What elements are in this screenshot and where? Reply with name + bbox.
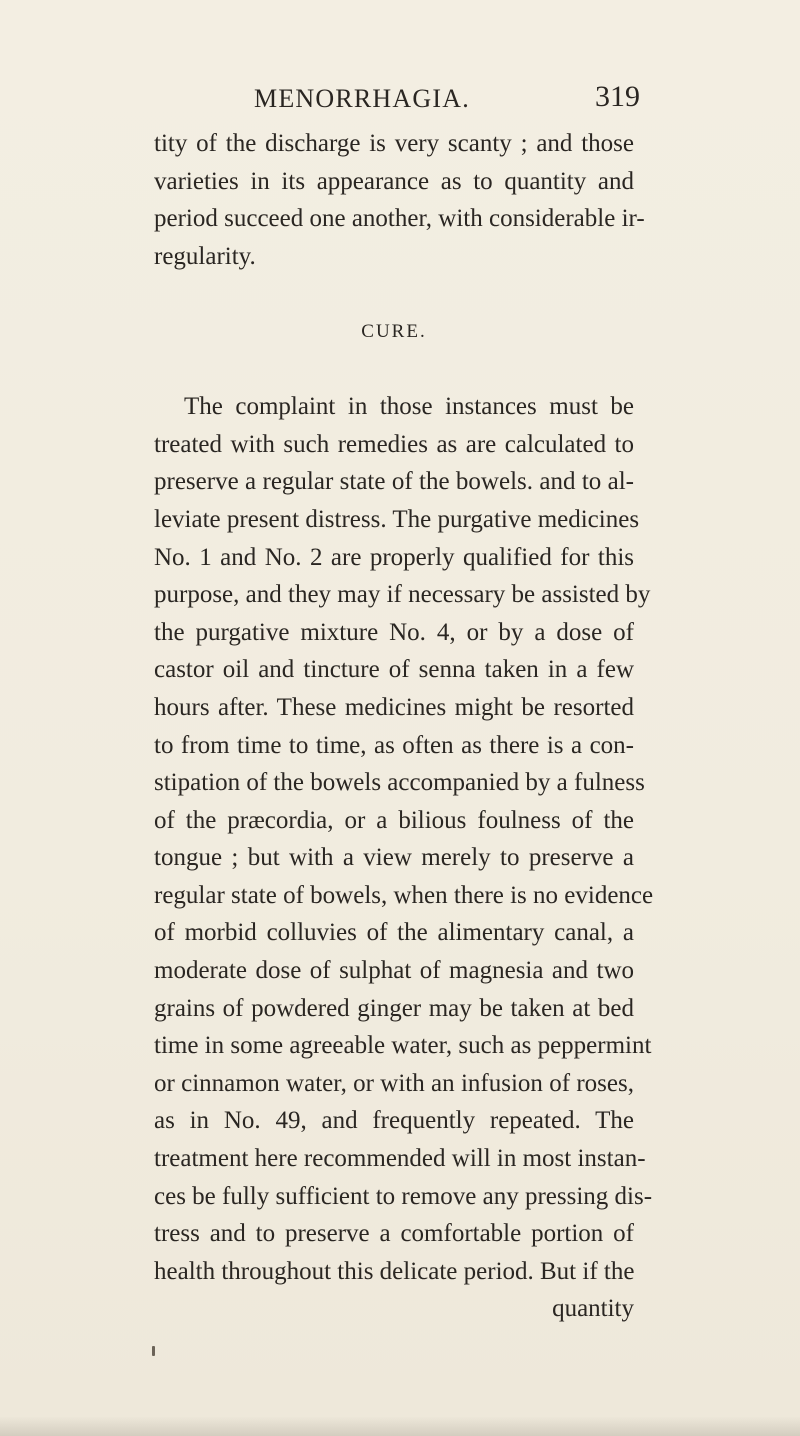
- text-line: as in No. 49, and frequently repeated. The: [154, 1107, 634, 1135]
- page-number: 319: [595, 80, 640, 113]
- paragraph-continued: [154, 125, 645, 275]
- text-line: preserve a regular state of the bowels. and to al-: [154, 468, 634, 496]
- text-line: purpose, and they may if necessary be assisted by: [154, 581, 651, 609]
- text-line: health throughout this delicate period. But if the: [154, 1257, 635, 1285]
- text-line: leviate present distress. The purgative medicines: [154, 505, 640, 533]
- catchword: quantity: [552, 1295, 634, 1323]
- text-line: castor oil and tincture of senna taken in a few: [154, 656, 634, 684]
- text-line: period succeed one another, with considerable ir-: [154, 205, 645, 233]
- text-line: hours after. These medicines might be resorted: [154, 693, 634, 721]
- text-line: tity of the discharge is very scanty ; and those: [154, 130, 634, 157]
- ink-speck: [152, 1346, 155, 1356]
- text-line: stipation of the bowels accompanied by a fulness: [154, 769, 645, 797]
- text-line: treated with such remedies as are calculated to: [154, 430, 634, 458]
- text-line: treatment here recommended will in most instan-: [154, 1145, 646, 1173]
- text-line: varieties in its appearance as to quantity and: [154, 167, 634, 195]
- running-head: [0, 80, 800, 120]
- text-line: tress and to preserve a comfortable portion of: [154, 1220, 634, 1248]
- text-line: moderate dose of sulphat of magnesia and two: [154, 957, 634, 985]
- text-line: of the præcordia, or a bilious foulness of the: [154, 806, 634, 834]
- text-line: of morbid colluvies of the alimentary canal, a: [154, 919, 634, 947]
- text-line: grains of powdered ginger may be taken at bed: [154, 994, 634, 1022]
- running-title: MENORRHAGIA.: [254, 84, 470, 113]
- text-line: ces be fully sufficient to remove any pressing dis-: [154, 1182, 653, 1210]
- text-line: regularity.: [154, 242, 256, 270]
- text-line: time in some agreeable water, such as peppermint: [154, 1032, 652, 1060]
- text-line: No. 1 and No. 2 are properly qualified for this: [154, 543, 634, 571]
- paragraph-cure: [154, 388, 654, 1328]
- text-line: tongue ; but with a view merely to preserve a: [154, 844, 634, 872]
- page-bottom-edge: [0, 1416, 800, 1436]
- text-line: or cinnamon water, or with an infusion of roses,: [154, 1069, 634, 1097]
- text-line: to from time to time, as often as there is a con-: [154, 731, 634, 759]
- text-line: regular state of bowels, when there is no evidence: [154, 881, 654, 909]
- section-heading: CURE.: [361, 320, 427, 342]
- text-block: [154, 125, 654, 1328]
- text-line: the purgative mixture No. 4, or by a dose of: [154, 618, 634, 646]
- text-line: The complaint in those instances must be: [184, 393, 634, 421]
